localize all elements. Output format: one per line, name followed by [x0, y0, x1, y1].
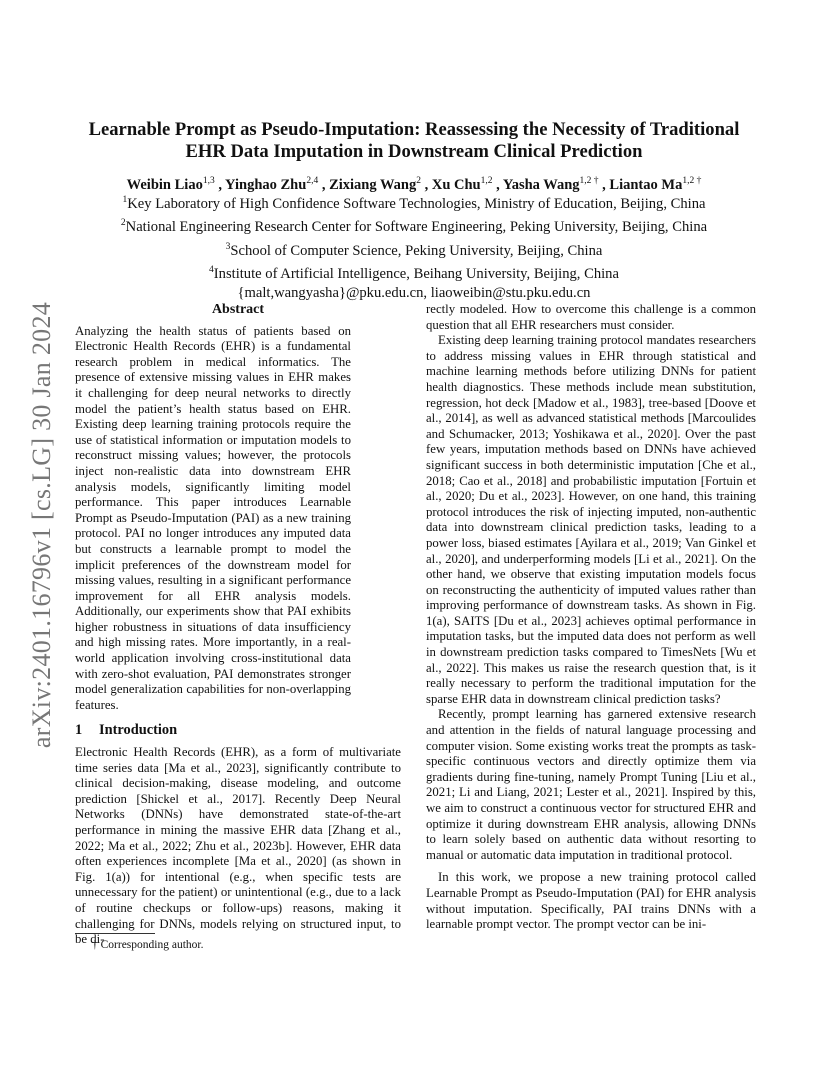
author: Weibin Liao$^{1,3}$ [126, 176, 215, 193]
author: Yinghao Zhu$^{2,4}$ [225, 176, 319, 193]
affiliation: $^1$Key Laboratory of High Confidence Software Technologies, Ministry of Education, Beijing, China [122, 195, 706, 212]
footnote-rule [75, 933, 155, 934]
intro-paragraph: Electronic Health Records (EHR), as a form of multivariate time series data [Ma et al., 2023], significantly contribute to clinical decision-making, disease modeling, and outcome prediction [Shickel et al., 2017]. Recently Deep Neural Networks (DNNs) have demonstrated state-of-the-art performance in mining the massive EHR data [Zhang et al., 2022; Ma et al., 2022; Zhu et al., 2023b]. However, EHR data often experiences incomplete [Ma et al., 2020] (as shown in Fig. 1(a)) for intentional (e.g., when specific tests are unnecessary for the patient) or unintentional (e.g., due to a lack of routine checkups or follow-ups) reasons, making it challenging for DNNs, models relying on structured input, to be di- [75, 745, 401, 947]
arxiv-id: arXiv:2401.16796v1 [cs.LG] 30 Jan 2024 [27, 301, 56, 749]
contact-emails: {malt,wangyasha}@pku.edu.cn, liaoweibin@stu.pku.edu.cn [237, 285, 591, 302]
affiliation: $^4$Institute of Artificial Intelligence, Beihang University, Beijing, China [209, 264, 619, 282]
paragraph: rectly modeled. How to overcome this challenge is a common question that all EHR researchers must consider. [426, 302, 756, 332]
paragraph: Existing deep learning training protocol mandates researchers to address missing values in EHR through statistical and machine learning methods before utilizing DNNs for patient health diagnostics. These methods include mean substitution, regression, hot deck [Madow et al., 1983], tree-based [Doove et al., 2014], as well as advanced statistical methods [Marcoulides and Schumacker, 2013; Yoshikawa et al., 2020]. Over the past few years, imputation methods based on DNNs have achieved significant success in both deterministic imputation [Che et al., 2018; Cao et al., 2018] and probabilistic imputation [Fortuin et al., 2020; Du et al., 2023]. However, on one hand, this training protocol introduces the risk of injecting imputed, non-authentic data into downstream clinical prediction tasks, leading to a power loss, biased estimates [Ayilara et al., 2019; Van Ginkel et al., 2020], and underperforming models [Li et al., 2021]. On the other hand, we observe that existing imputation models focus on reconstructing the authenticity of imputed values rather than improving performance of downstream tasks. As shown in Fig. 1(a), SAITS [Du et al., 2023] achieves optimal performance in imputation tasks, but the imputed data does not perform as well in downstream prediction tasks compared to TimesNets [Wu et al., 2022]. This makes us raise the research question that, is it really necessary to perform the traditional imputation for the sparse EHR data in downstream clinical prediction tasks? [426, 333, 756, 706]
arxiv-sidebar [22, 290, 62, 760]
footnote: † Corresponding author. [92, 939, 204, 951]
abstract-text: Analyzing the health status of patients based on Electronic Health Records (EHR) is a fundamental research problem in medical informatics. The presence of extensive missing values in EHR makes it challenging for deep neural networks to directly model the patient’s health status based on EHR. Existing deep learning training protocols require the use of statistical information or imputation models to reconstruct missing values; however, the protocols inject non-realistic data into downstream EHR analysis models, significantly limiting model performance. This paper introduces Learnable Prompt as Pseudo-Imputation (PAI) as a new training protocol. PAI no longer introduces any imputed data but constructs a learnable prompt to model the implicit preferences of the downstream model for missing values, resulting in a significant performance improvement for all EHR analysis models. Additionally, our experiments show that PAI exhibits higher robustness in situations of data insufficiency and high missing rates. More importantly, in a real-world application involving cross-institutional data with zero-shot evaluation, PAI demonstrates stronger model generalization capabilities for non-overlapping features. [75, 323, 351, 712]
title-line-2: EHR Data Imputation in Downstream Clinical Prediction [185, 141, 643, 162]
left-column [75, 302, 401, 948]
paper-title [60, 119, 768, 163]
affiliation: $^2$National Engineering Research Center for Software Engineering, Peking University, Beijing, China [120, 218, 708, 236]
paragraph: In this work, we propose a new training protocol called Learnable Prompt as Pseudo-Imputation (PAI) for EHR analysis without imputation. Specifically, PAI trains DNNs with a learnable prompt vector. The prompt vector can be ini- [426, 870, 756, 932]
abstract-heading: Abstract [211, 302, 265, 317]
right-column [426, 302, 756, 933]
section-number: 1 [75, 722, 83, 739]
affiliation: $^3$School of Computer Science, Peking University, Beijing, China [225, 241, 603, 259]
affiliation-list [60, 191, 768, 303]
author-list: Weibin Liao$^{1,3}$ , Yinghao Zhu$^{2,4}$ , Zixiang Wang$^2$ , Xu Chu$^{1,2}$ , Yasha Wang$^{1,2 \dagger}$ , Liantao $Ma^{1,2 \dagger}$ [126, 176, 702, 193]
author: Xu Chu$^{1,2}$ [431, 176, 493, 193]
section-heading [75, 723, 401, 739]
author: Yasha Wang$^{1,2 \dagger}$ [502, 176, 599, 193]
author: Liantao $Ma^{1,2 \dagger}$ [609, 176, 702, 193]
section-title: Introduction [99, 722, 178, 739]
title-line-1: Learnable Prompt as Pseudo-Imputation: Reassessing the Necessity of Traditional [88, 119, 740, 140]
paragraph: Recently, prompt learning has garnered extensive research and attention in the fields of natural language processing and computer vision. Some existing works treat the prompts as task-specific continuous vectors and directly optimize them via gradients during fine-tuning, namely Prompt Tuning [Liu et al., 2021; Li and Liang, 2021; Lester et al., 2021]. Inspired by this, we aim to construct a continuous vector for structured EHR and optimize it during downstream EHR analysis, allowing DNNs to learn solely based on authentic data without resorting to manual or automatic data imputation in traditional protocol. [426, 707, 756, 862]
author: Zixiang Wang$^2$ [329, 176, 421, 193]
